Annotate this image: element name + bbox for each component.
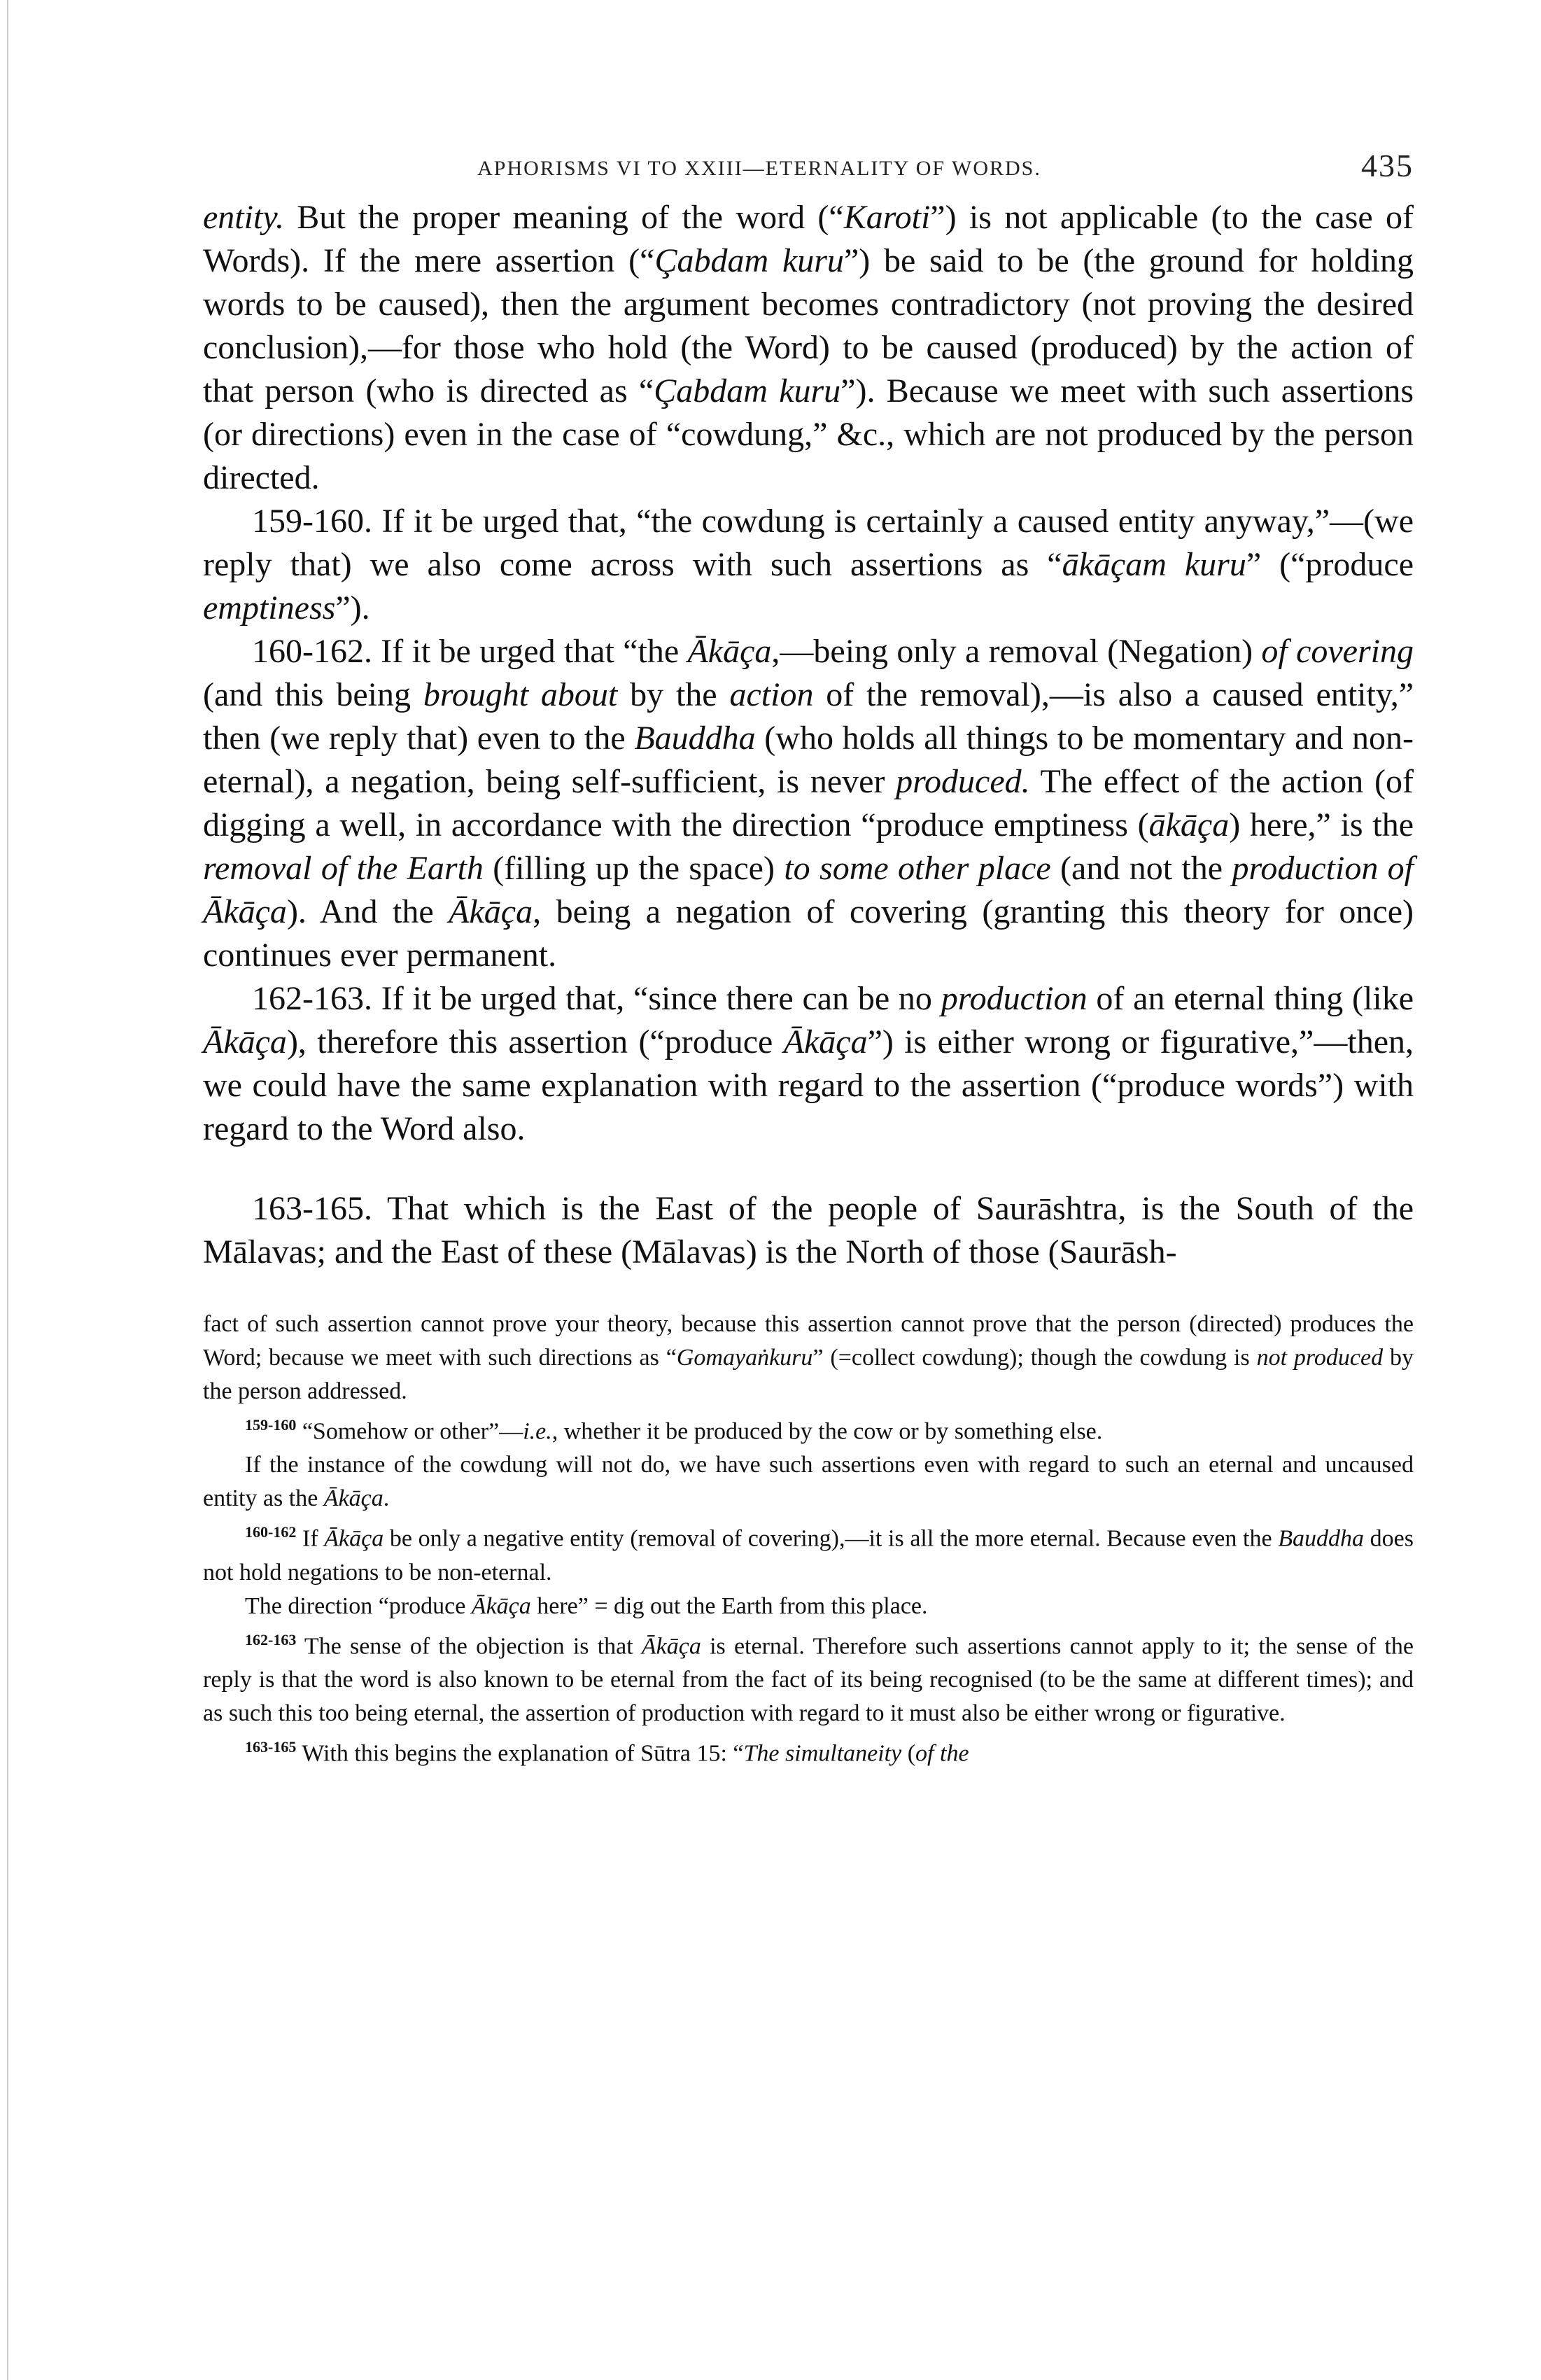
paragraph-162-163	[203, 977, 1414, 1151]
text-span: of an eternal thing (like	[1087, 980, 1414, 1017]
text-span: Ākāça	[449, 893, 533, 930]
text-span: removal of the Earth	[203, 850, 484, 887]
text-span: by the person addressed.	[203, 1345, 1414, 1404]
footnote-160-162-cont	[203, 1590, 1414, 1623]
text-span: Bauddha	[1278, 1525, 1365, 1552]
text-span: be only a negative entity (removal of covering),—it is all the more eternal. Because even the	[384, 1525, 1279, 1552]
text-span: emptiness	[203, 589, 336, 626]
text-span: ākāça	[1148, 806, 1230, 844]
text-span: (and not the	[1050, 850, 1232, 887]
text-span: 162-163. If it be urged that, “since there can be no	[252, 980, 941, 1017]
text-span: of the	[915, 1740, 969, 1767]
text-span: produced.	[896, 763, 1030, 800]
text-span: Karoti	[843, 199, 931, 236]
footnote-continued	[203, 1308, 1414, 1408]
text-span: i.e.	[523, 1418, 552, 1445]
text-span: (	[901, 1740, 916, 1767]
scan-edge	[0, 0, 8, 2380]
text-span: ). And the	[286, 893, 449, 930]
text-span: ”).	[335, 589, 370, 626]
footnote-mark: 159-160	[245, 1416, 297, 1434]
text-span: Ākāça	[687, 633, 772, 670]
text-span: The direction “produce	[245, 1592, 472, 1619]
text-span: Çabdam kuru	[654, 372, 841, 410]
footnote-163-165	[203, 1730, 1414, 1770]
text-span: (and this being	[203, 676, 423, 713]
text-span: of the removal),—is also a caused entity,” then (we reply that) even to the	[203, 676, 1414, 757]
footnote-160-162	[203, 1516, 1414, 1589]
text-span: But the proper meaning of the word (“	[283, 199, 844, 236]
page-header	[203, 147, 1414, 196]
running-title: APHORISMS VI TO XXIII—ETERNALITY OF WORDS.	[477, 157, 1041, 180]
text-span: here” = dig out the Earth from this place.	[530, 1592, 928, 1619]
text-span: ”) be said to be (the ground for holding words to be caused), then the argument becomes contradictory (not proving the desired conclusion),—for those who hold (the Word) to be caused (produced) by the action of that person (who is directed as “	[203, 242, 1414, 410]
text-span: production	[941, 980, 1088, 1017]
text-span: Ākāça	[783, 1023, 868, 1060]
text-span: .	[383, 1485, 390, 1512]
paragraph-gap	[203, 1151, 1414, 1187]
footnotes	[203, 1308, 1414, 1770]
text-span: Bauddha	[634, 720, 756, 757]
text-span: is eternal. Therefore such assertions cannot apply to it; the sense of the reply is that the word is also known to be eternal from the fact of its being recognised (to be the same at different times); and as such this too being eternal, the assertion of production with regard to it must also be either wrong or figurative.	[203, 1632, 1414, 1726]
text-span: does not hold negations to be non-eternal.	[203, 1525, 1414, 1586]
text-span: brought about	[423, 676, 618, 713]
text-span: ”) is either wrong or figurative,”—then, we could have the same explanation with regard to the assertion (“produce words”) with regard to the Word also.	[203, 1023, 1414, 1147]
text-span: action	[729, 676, 814, 713]
text-span: Ākāça	[324, 1525, 384, 1552]
text-span: ” (“produce	[1246, 546, 1414, 583]
text-span: With this begins the explanation of Sūtra 15: “	[296, 1740, 744, 1767]
text-span: fact of such assertion cannot prove your theory, because this assertion cannot prove that the person (directed) produces the Word; because we meet with such directions as “	[203, 1311, 1414, 1371]
text-span: 160-162. If it be urged that “the	[252, 633, 688, 670]
page	[203, 147, 1414, 1770]
text-span: ” (=collect cowdung); though the cowdung is	[812, 1345, 1257, 1371]
text-span: 159-160. If it be urged that, “the cowdung is certainly a caused entity anyway,”—(we reply that) we also come across with such assertions as “	[203, 503, 1414, 583]
text-span: by the	[617, 676, 730, 713]
text-span: (filling up the space)	[483, 850, 784, 887]
text-span: Çabdam kuru	[654, 242, 844, 279]
text-span: Ākāça	[323, 1485, 384, 1512]
text-span: , whether it be produced by the cow or by something else.	[551, 1418, 1103, 1445]
footnote-mark: 162-163	[245, 1630, 297, 1648]
text-span: The effect of the action (of digging a well, in accordance with the direction “produce emptiness (	[203, 763, 1414, 844]
text-span: Gomayaṅkuru	[676, 1345, 813, 1371]
page-number: 435	[1361, 148, 1414, 183]
text-span: Ākāça	[203, 1023, 287, 1060]
text-span: The simultaneity	[743, 1740, 902, 1767]
text-span: of covering	[1261, 633, 1414, 670]
text-span: (who holds all things to be momentary and non-eternal), a negation, being self-sufficient, is never	[203, 720, 1414, 800]
text-span: ) here,” is the	[1229, 806, 1414, 844]
footnote-159-160-cont	[203, 1448, 1414, 1516]
footnote-159-160	[203, 1408, 1414, 1448]
text-span: Ākāça	[641, 1632, 701, 1659]
paragraph-159-160	[203, 500, 1414, 630]
text-span: production of Ākāça	[203, 850, 1414, 930]
text-span: Ākāça	[471, 1592, 531, 1619]
main-text	[203, 196, 1414, 1274]
text-span: , being a negation of covering (granting this theory for once) continues ever permanent.	[203, 893, 1414, 974]
text-span: ,—being only a removal (Negation)	[771, 633, 1262, 670]
paragraph-163-165: 163-165. That which is the East of the people of Saurāshtra, is the South of the Mālavas; and the East of these (Mālavas) is the North of those (Saurāsh-	[203, 1190, 1414, 1270]
footnote-mark: 163-165	[245, 1737, 297, 1756]
text-span: If	[296, 1525, 325, 1552]
text-span: ), therefore this assertion (“produce	[286, 1023, 784, 1060]
text-span: “Somehow or other”—	[296, 1418, 523, 1445]
text-span: entity.	[203, 199, 284, 236]
paragraph-160-162	[203, 630, 1414, 977]
footnote-162-163	[203, 1623, 1414, 1730]
text-span: ”). Because we meet with such assertions (or directions) even in the case of “cowdung,” &c., which are not produced by the person directed.	[203, 372, 1414, 496]
text-span: to some other place	[784, 850, 1051, 887]
text-span: not produced	[1256, 1345, 1384, 1371]
paragraph-1	[203, 196, 1414, 500]
text-span: ākāçam kuru	[1062, 546, 1246, 583]
text-span: ”) is not applicable (to the case of Words). If the mere assertion (“	[203, 199, 1414, 279]
text-span: The sense of the objection is that	[296, 1632, 642, 1659]
text-span: If the instance of the cowdung will not do, we have such assertions even with regard to such an eternal and uncaused entity as the	[203, 1452, 1414, 1512]
footnote-mark: 160-162	[245, 1523, 297, 1541]
